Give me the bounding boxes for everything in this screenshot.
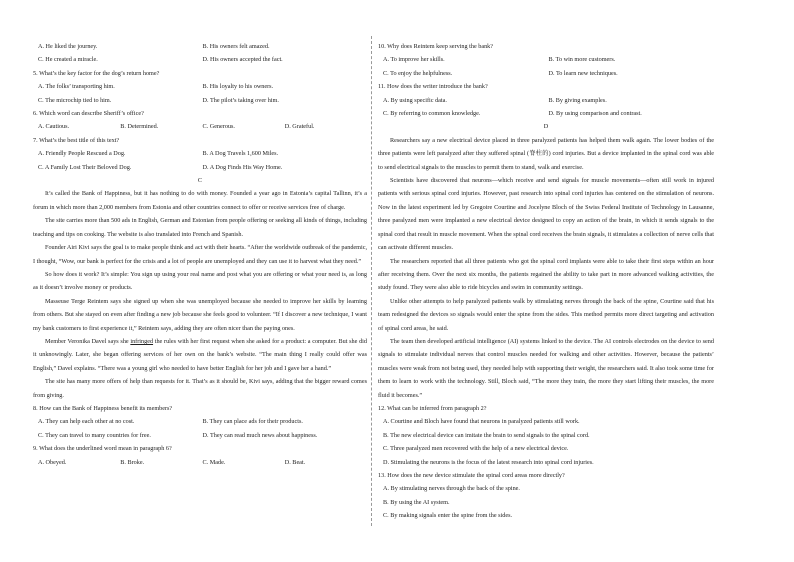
q9-option-b: B. Broke.: [120, 458, 145, 466]
passage-c-paragraph-2: The site carries more than 500 ads in English, German and Estonian from people offering or seeking all kinds of things, including teaching and tips on cooking. The website is also translated into French and Spanish.: [33, 217, 367, 238]
q5-options-row-2: [33, 94, 367, 107]
q5-option-a: A. The folks’ transporting him.: [38, 83, 115, 91]
q13-stem: 13. How does the new device stimulate the spinal cord areas more directly?: [378, 472, 565, 479]
passage-c-paragraph-5: Masseuse Terge Reintem says she signed up when she was unemployed because she needed to improve her skills by learning from others. But she stayed on even after finding a new job because she feels good to volunteer. “If I discover a new technique, I want my bank customers to first experience it,” Reintem says, adding they are often nicer than the paying ones.: [33, 297, 367, 332]
q5-stem: 5. What’s the key factor for the dog’s return home?: [33, 69, 160, 77]
q11-options-row-1: [378, 94, 714, 107]
q10-options-row-2: [378, 67, 714, 80]
q8-options-row-1: [33, 415, 367, 428]
q9-stem: 9. What does the underlined word mean in paragraph 6?: [33, 445, 172, 453]
underlined-word: infringed: [130, 337, 154, 345]
q9-options: [33, 456, 367, 469]
q10-option-a: A. To improve her skills.: [383, 56, 445, 64]
q8-stem: 8. How can the Bank of Happiness benefit its members?: [33, 404, 173, 412]
q10-option-d: D. To learn new techniques.: [548, 69, 618, 77]
q6-options: [33, 120, 367, 133]
q5-option-b: B. His loyalty to his owners.: [202, 83, 274, 91]
q7-option-d: D. A Dog Finds His Way Home.: [202, 163, 283, 171]
q8-option-c: C. They can travel to many countries for free.: [38, 431, 151, 439]
column-divider: [371, 36, 372, 526]
q6-stem: 6. Which word can describe Sheriff’s office?: [33, 110, 144, 118]
q11-option-c: C. By referring to common knowledge.: [383, 110, 481, 118]
q9-option-d: D. Beat.: [284, 458, 306, 466]
q4-option-c: C. He created a miracle.: [38, 56, 98, 64]
q10-options-row-1: [378, 53, 714, 66]
q10-stem: 10. Why does Reintem keep serving the bank?: [378, 43, 494, 50]
q8-option-a: A. They can help each other at no cost.: [38, 418, 135, 426]
q11-stem: 11. How does the writer introduce the bank?: [378, 83, 488, 91]
q11-options-row-2: [378, 107, 714, 120]
section-c-heading: C: [197, 177, 203, 185]
q8-options-row-2: [33, 429, 367, 442]
q13-option-b: B. By using the AI system.: [383, 498, 450, 506]
passage-d-paragraph-4: Unlike other attempts to help paralyzed patients walk by stimulating nerves through the back of the spine, Courtine said that his team redesigned the devices so signals would enter the spine from the sides. This method permits more direct targeting and activation of spinal cord areas, he said.: [378, 297, 714, 332]
q4-option-a: A. He liked the journey.: [38, 43, 98, 50]
q12-stem: 12. What can be inferred from paragraph 2?: [378, 404, 487, 412]
q11-option-b: B. By giving examples.: [548, 96, 607, 104]
q13-option-c: C. By making signals enter the spine from the sides.: [383, 512, 513, 520]
q7-stem: 7. What’s the best title of this text?: [33, 136, 120, 144]
passage-c-paragraph-7: The site has many more offers of help than requests for it. That’s as it should be, Kivi says, adding that the bigger reward comes from giving.: [33, 378, 367, 399]
passage-c-paragraph-6: [33, 335, 367, 375]
q7-option-a: A. Friendly People Rescued a Dog.: [38, 150, 126, 158]
section-d-heading: D: [543, 123, 549, 131]
passage-d-paragraph-3: The researchers reported that all three patients who got the spinal cord implants were able to take their first steps within an hour after receiving them. Over the next six months, the patients regained the ability to take part in more advanced walking activities, the study found. They were also able to ride bicycles and swim in community settings.: [378, 257, 714, 292]
q11-option-a: A. By using specific data.: [383, 96, 447, 104]
q6-option-d: D. Grateful.: [284, 123, 315, 131]
passage-c-paragraph-1: It’s called the Bank of Happiness, but it has nothing to do with money. Founded a year ago in Estonia’s capital Tallinn, it’s a forum in which more than 2,000 members from Estonia and other countries connect to offer or receive services free of charge.: [33, 190, 367, 211]
q9-option-a: A. Obeyed.: [38, 458, 67, 466]
q5-option-d: D. The pilot’s taking over him.: [202, 96, 279, 104]
q6-option-a: A. Cautious.: [38, 123, 70, 131]
q12-option-a: A. Courtine and Bloch have found that neurons in paralyzed patients still work.: [383, 418, 580, 426]
q5-option-c: C. The microchip tied to him.: [38, 96, 112, 104]
q6-option-b: B. Determined.: [120, 123, 159, 131]
q4-options-row-1: [33, 40, 367, 53]
q13-option-a: A. By stimulating nerves through the back of the spine.: [383, 485, 520, 493]
q4-options-row-2: [33, 53, 367, 66]
q7-options-row-1: [33, 147, 367, 160]
q12-option-c: C. Three paralyzed men recovered with the help of a new electrical device.: [383, 445, 569, 453]
q10-option-c: C. To enjoy the helpfulness.: [383, 69, 453, 77]
q9-option-c: C. Made.: [202, 458, 226, 466]
q4-option-b: B. His owners felt amazed.: [202, 43, 270, 50]
q5-options-row-1: [33, 80, 367, 93]
right-column: [378, 40, 714, 523]
q6-option-c: C. Generous.: [202, 123, 235, 131]
passage-d-paragraph-2: Scientists have discovered that neurons—which receive and send signals for muscle movements—often still work in injured patients with serious spinal cord injuries. However, past research into spinal cord injuries has centered on the stimulation of neurons. Now in the latest experiment led by Gregoire Courtine and Jocelyne Bloch of the Swiss Federal Institute of Technology in Lausanne, three paralyzed men were implanted a new electrical device designed to copy an action of the brain, in which it sends signals to the spinal cord that result in muscle movement. When the spinal cord receives the brain signals, it stimulates a collection of nerve cells that can activate different muscles.: [378, 177, 714, 252]
passage-d-paragraph-1: Researchers say a new electrical device placed in three paralyzed patients has helped them walk again. The lower bodies of the three patients were left paralyzed after they suffered spinal (脊柱的) cord injuries. But a device implanted in the spinal cord was able to send electrical signals to the muscles to permit them to stand, walk and exercise.: [378, 136, 714, 171]
q10-option-b: B. To win more customers.: [548, 56, 616, 64]
passage-c-paragraph-4: So how does it work? It’s simple: You sign up using your real name and post what you are offering or what your need is, as long as it doesn’t involve money or products.: [33, 270, 367, 292]
q11-option-d: D. By using comparison and contrast.: [548, 110, 642, 118]
q7-options-row-2: [33, 161, 367, 174]
q8-option-d: D. They can read much news about happiness.: [202, 431, 318, 439]
passage-c-paragraph-3: Founder Airi Kivi says the goal is to make people think and act with their hearts. “After the worldwide outbreak of the pandemic, I thought, “Wow, our bank is perfect for the crisis and a lot of people are unemployed and they can use it to harvest what they need.”: [33, 244, 367, 265]
q12-option-b: B. The new electrical device can imitate the brain to send signals to the spinal cord.: [383, 431, 590, 439]
passage-d-paragraph-5: The team then developed artificial intelligence (AI) systems linked to the device. The AI controls electrodes on the device to send signals to stimulate individual nerves that control muscles needed for walking and other activities. However, because the patients’ muscles were weak from not being used, they needed help with supporting their weight, the researchers said. It also took some time for them to learn to work with the technology. Still, Bloch said, “The more they train, the more they start lifting their muscles, the more fluid it becomes.”: [378, 337, 714, 399]
q7-option-b: B. A Dog Travels 1,600 Miles.: [202, 150, 279, 158]
q8-option-b: B. They can place ads for their products.: [202, 418, 303, 426]
q4-option-d: D. His owners accepted the fact.: [202, 56, 283, 64]
q7-option-c: C. A Family Lost Their Beloved Dog.: [38, 163, 132, 171]
paragraph-6-text-after: the rules with her first request when she asked for a product: a computer. But she did it unknowingly. Later, she began offering services of her own on the bank’s website. “The main thing I really could offer was English,” Davel explains. “There was a young girl who needed to have better English for her job and I gave her a hand.”: [33, 337, 367, 372]
q12-option-d: D. Stimulating the neurons is the focus of the latest research into spinal cord injuries.: [383, 458, 594, 466]
paragraph-6-text-before: Member Veronika Davel says she: [45, 337, 131, 345]
left-column: [33, 40, 367, 469]
